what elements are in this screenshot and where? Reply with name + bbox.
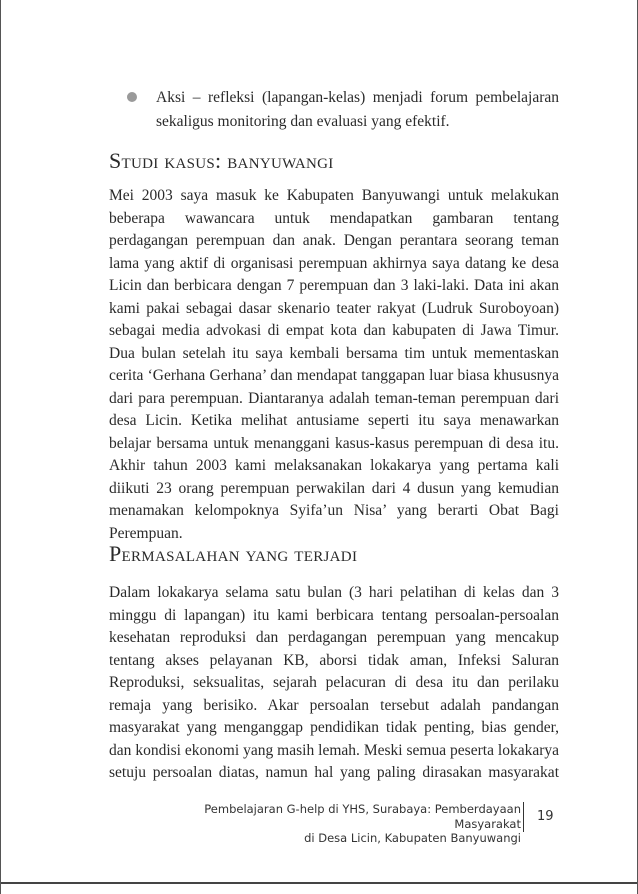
footer-line-1: Pembelajaran G-help di YHS, Surabaya: Pemberdayaan Masyarakat: [204, 802, 521, 831]
bullet-item: [127, 86, 559, 134]
footer-divider: [523, 802, 524, 832]
section-paragraph-studi-kasus: Mei 2003 saya masuk ke Kabupaten Banyuwangi untuk melakukan beberapa wawancara untuk mendapatkan gambaran tentang perdagangan perempuan dan anak. Dengan perantara seorang teman lama yang aktif di organisasi perempuan akhirnya saya datang ke desa Licin dan berbicara dengan 7 perempuan dan 3 laki-laki. Data ini akan kami pakai sebagai dasar skenario teater rakyat (Ludruk Suroboyoan) sebagai media advokasi di empat kota dan kabupaten di Jawa Timur. Dua bulan setelah itu saya kembali bersama tim untuk mementaskan cerita ‘Gerhana Gerhana’ dan mendapat tanggapan luar biasa khususnya dari para perempuan. Diantaranya adalah teman-teman perempuan dari desa Licin. Ketika melihat antusiame seperti itu saya menawarkan belajar bersama untuk menanggani kasus-kasus perempuan di desa itu. Akhir tahun 2003 kami melaksanakan lokakarya yang pertama kali diikuti 23 orang perempuan perwakilan dari 4 dusun yang kemudian menamakan kelompoknya Syifa’un Nisa’ yang berarti Obat Bagi Perempuan.: [109, 187, 559, 542]
footer-line-2: di Desa Licin, Kabupaten Banyuwangi: [304, 831, 521, 845]
bullet-dot-icon: [127, 92, 137, 102]
bullet-text: Aksi – refleksi (lapangan-kelas) menjadi forum pembelajaran sekaligus monitoring dan evaluasi yang efektif.: [156, 89, 559, 130]
section-heading-studi-kasus: Studi kasus: banyuwangi: [109, 148, 334, 173]
section-heading-permasalahan: Permasalahan yang terjadi: [109, 541, 358, 566]
running-footer: [151, 802, 521, 846]
page-number: 19: [537, 809, 554, 824]
section-paragraph-permasalahan: Dalam lokakarya selama satu bulan (3 hari pelatihan di kelas dan 3 minggu di lapangan) itu kami berbicara tentang persoalan-persoalan kesehatan reproduksi dan perdagangan perempuan yang mencakup tentang akses pelayanan KB, aborsi tidak aman, Infeksi Saluran Reproduksi, seksualitas, sejarah pelacuran di desa itu dan perilaku remaja yang berisiko. Akar persoalan tersebut adalah pandangan masyarakat yang menganggap pendidikan tidak penting, bias gender, dan kondisi ekonomi yang masih lemah. Meski semua peserta lokakarya setuju persoalan diatas, namun hal yang paling dirasakan masyarakat: [109, 584, 559, 781]
